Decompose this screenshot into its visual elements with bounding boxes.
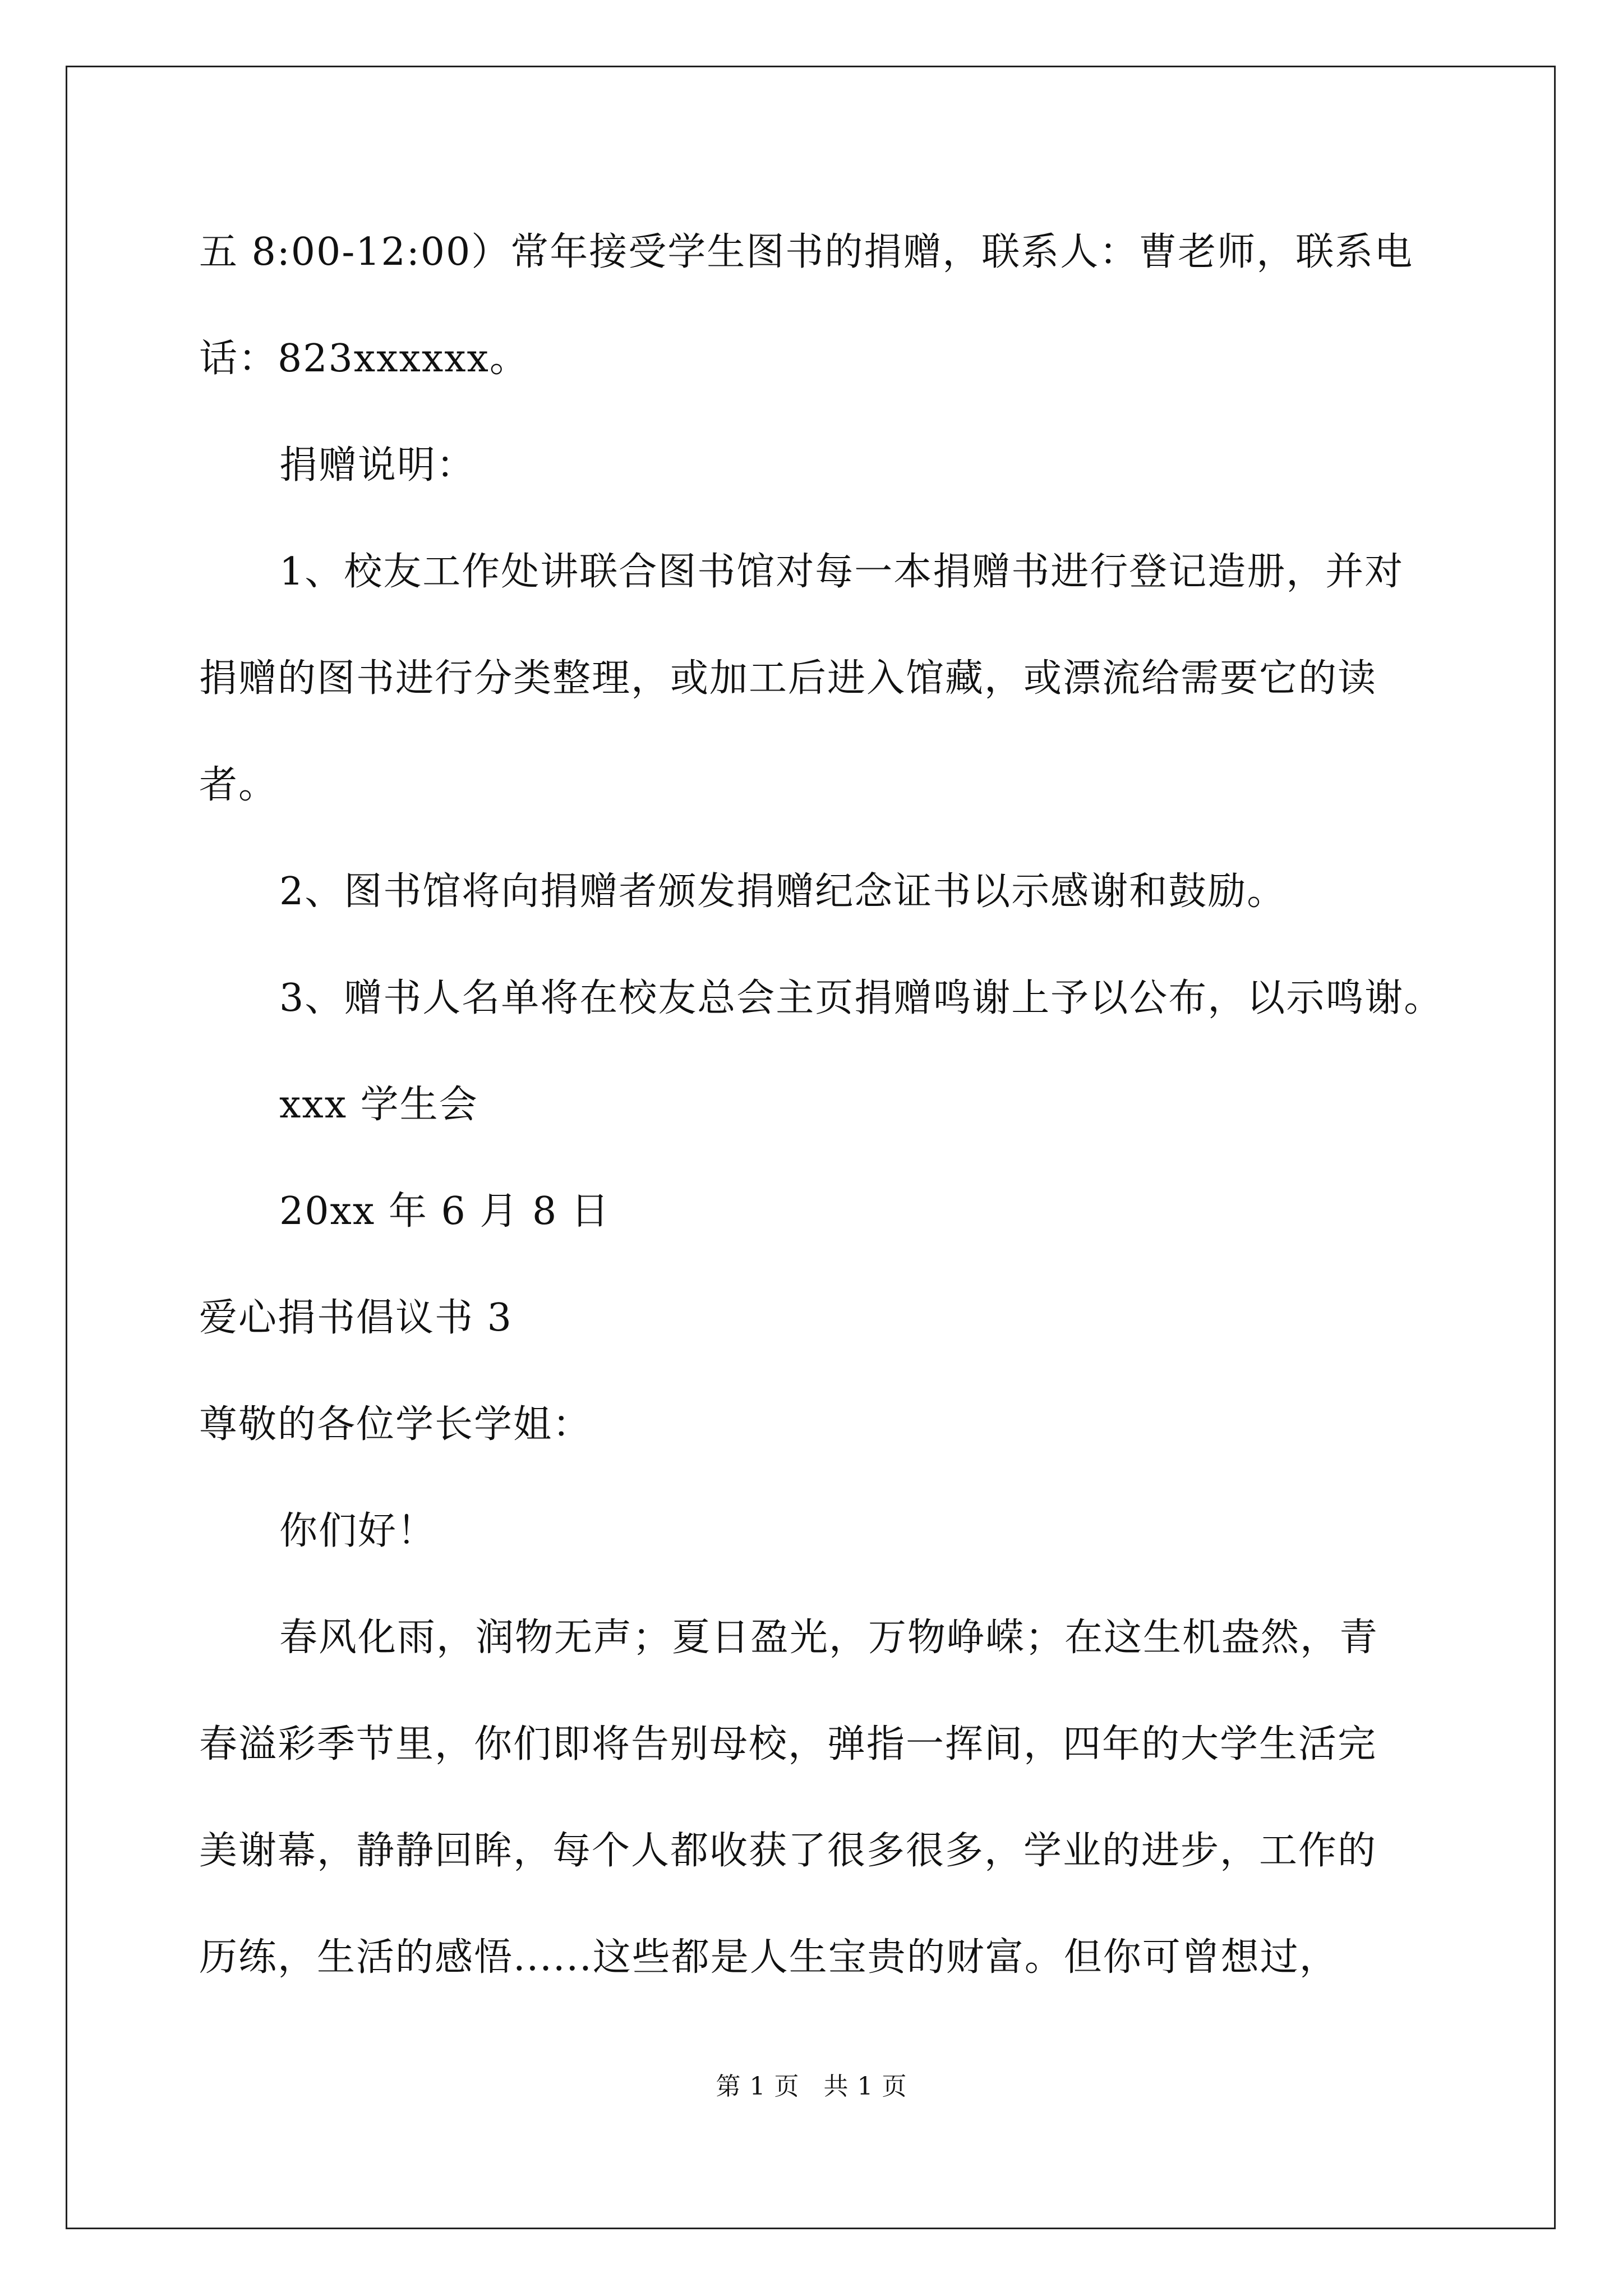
text-line: 春风化雨，润物无声；夏日盈光，万物峥嵘；在这生机盎然，青 — [279, 1616, 1379, 1660]
text-line: 历练，生活的感悟......这些都是人生宝贵的财富。但你可曾想过， — [199, 1935, 1339, 1980]
text-line: 尊敬的各位学长学姐： — [199, 1402, 592, 1447]
page-total: 共 1 页 — [823, 2072, 907, 2101]
text-line: 春溢彩季节里，你们即将告别母校，弹指一挥间，四年的大学生活完 — [199, 1722, 1377, 1766]
text-line: 美谢幕，静静回眸，每个人都收获了很多很多，学业的进步，工作的 — [199, 1829, 1377, 1873]
section-heading: 爱心捐书倡议书 3 — [199, 1296, 513, 1340]
text-line: 2、图书馆将向捐赠者颁发捐赠纪念证书以示感谢和鼓励。 — [279, 869, 1287, 914]
text-line: 五 8:00-12:00）常年接受学生图书的捐赠，联系人：曹老师，联系电 — [199, 230, 1414, 274]
text-line: 者。 — [199, 763, 278, 807]
page-number: 第 1 页 — [716, 2072, 800, 2101]
text-line: xxx 学生会 — [279, 1083, 478, 1127]
text-line: 1、校友工作处讲联合图书馆对每一本捐赠书进行登记造册，并对 — [279, 550, 1404, 594]
text-line: 捐赠的图书进行分类整理，或加工后进入馆藏，或漂流给需要它的读 — [199, 656, 1377, 701]
text-line: 捐赠说明： — [279, 443, 476, 487]
text-line: 话：823xxxxxx。 — [199, 337, 529, 381]
text-line: 20xx 年 6 月 8 日 — [279, 1189, 610, 1234]
page-border — [66, 66, 1556, 2229]
text-line: 你们好！ — [279, 1509, 437, 1553]
page-footer — [0, 2070, 1623, 2104]
text-line: 3、赠书人名单将在校友总会主页捐赠鸣谢上予以公布，以示鸣谢。 — [279, 976, 1444, 1020]
